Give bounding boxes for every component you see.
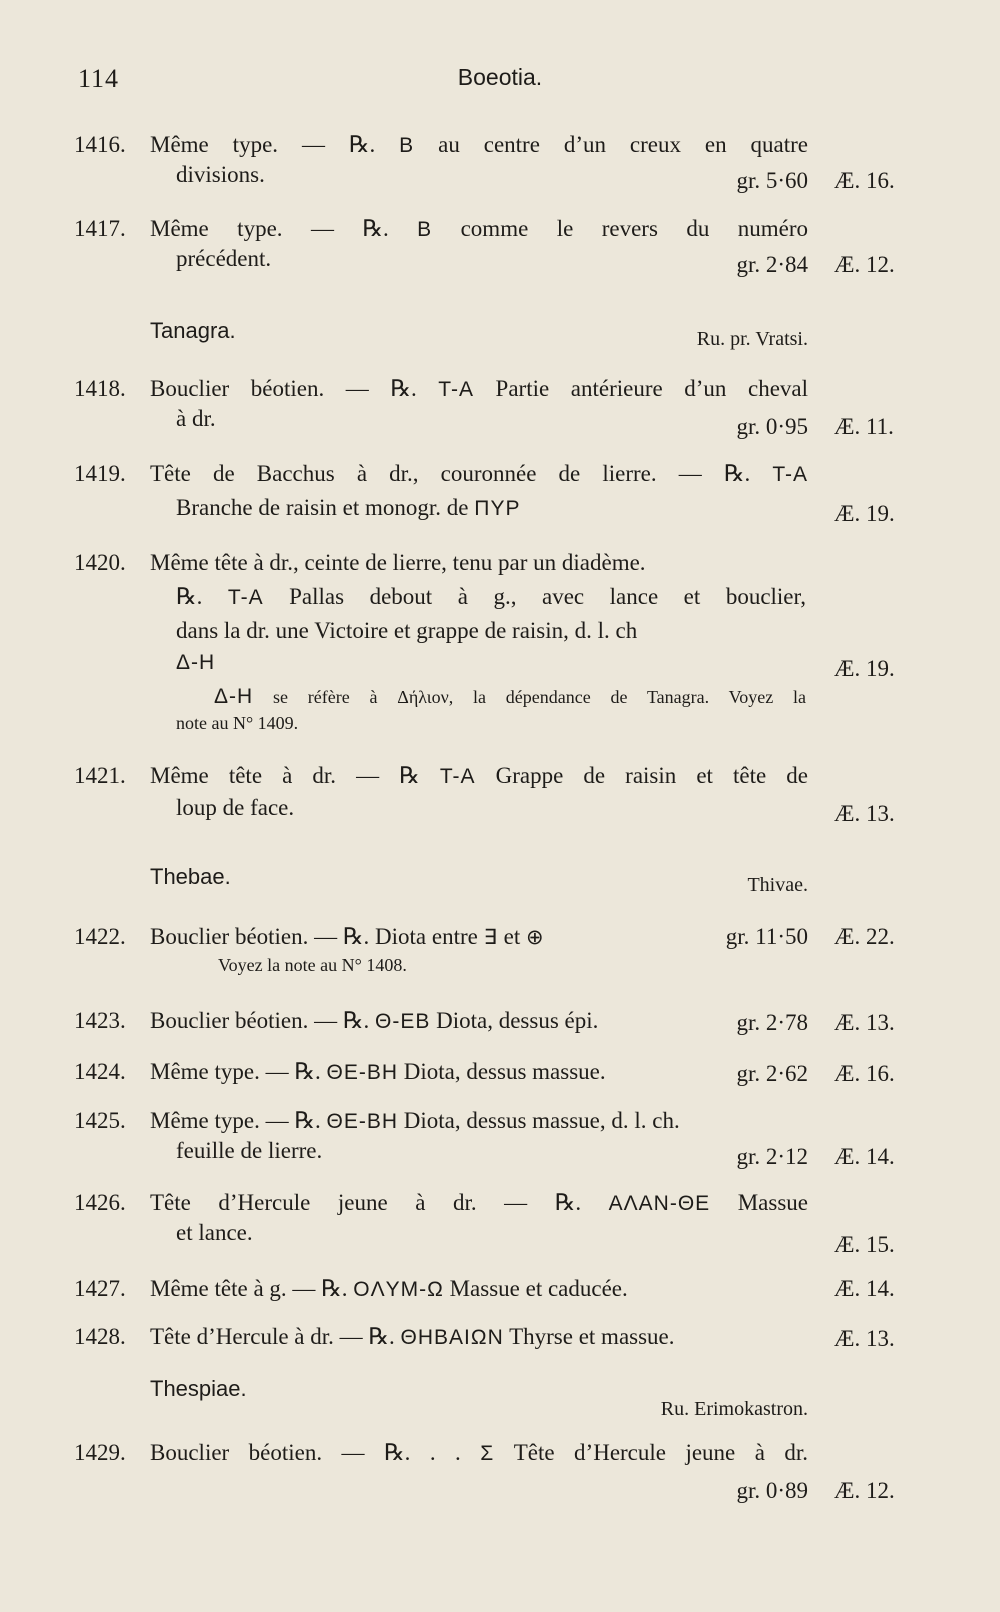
section-title: Tanagra. bbox=[150, 318, 236, 343]
entry-metal-size: Æ. 13. bbox=[834, 1326, 895, 1351]
entry-number: 1417. bbox=[74, 216, 126, 241]
entry-weight: gr. 2·78 bbox=[736, 1010, 808, 1035]
greek-legend: Β bbox=[417, 218, 433, 241]
entry-description-cont: loup de face. bbox=[176, 795, 295, 820]
section-title: Thebae. bbox=[150, 864, 231, 889]
entry-description-cont: à dr. bbox=[176, 406, 216, 431]
greek-legend: OΛYM-Ω bbox=[353, 1278, 444, 1301]
entry-metal-size: Æ. 13. bbox=[834, 1010, 895, 1035]
entry-metal-size: Æ. 16. bbox=[834, 168, 895, 193]
entry-description-cont: dans la dr. une Victoire et grappe de raisin, d. l. ch bbox=[176, 618, 638, 643]
entry-number: 1428. bbox=[74, 1324, 126, 1349]
entry-description-cont: ℞. T-A Pallas debout à g., avec lance et bouclier, bbox=[176, 584, 806, 609]
section-findspot: Thivae. bbox=[747, 874, 808, 896]
entry-description: Tête d’Hercule à dr. — ℞. ΘHBAIΩN Thyrse et massue. bbox=[150, 1324, 675, 1349]
entry-number: 1416. bbox=[74, 132, 126, 157]
entry-description: Bouclier béotien. — ℞. Θ-EB Diota, dessus épi. bbox=[150, 1008, 599, 1033]
greek-legend: AΛAN-ΘE bbox=[608, 1192, 711, 1215]
entry-description: Bouclier béotien. — ℞. . . Σ Tête d’Hercule jeune à dr. bbox=[150, 1440, 809, 1465]
greek-legend: T-A bbox=[439, 765, 476, 788]
entry-weight: gr. 2·62 bbox=[736, 1061, 808, 1086]
greek-legend: T-A bbox=[772, 463, 809, 486]
running-title: Boeotia. bbox=[457, 64, 543, 90]
entry-description-cont: feuille de lierre. bbox=[176, 1138, 323, 1163]
entry-description-cont: Branche de raisin et monogr. de ΠΥΡ bbox=[176, 495, 521, 520]
entry-weight: gr. 5·60 bbox=[736, 168, 808, 193]
entry-description: Même tête à g. — ℞. OΛYM-Ω Massue et caducée. bbox=[150, 1276, 628, 1301]
entry-metal-size: Æ. 19. bbox=[834, 501, 895, 526]
entry-note-cont: note au N° 1409. bbox=[176, 713, 299, 733]
entry-weight: gr. 2·84 bbox=[736, 252, 808, 277]
entry-metal-size: Æ. 12. bbox=[834, 252, 895, 277]
entry-description: Même tête à dr. — ℞ T-A Grappe de raisin et tête de bbox=[150, 763, 808, 788]
entry-metal-size: Æ. 22. bbox=[834, 924, 895, 949]
section-heading-thebae bbox=[0, 864, 1000, 898]
entry-metal-size: Æ. 14. bbox=[834, 1276, 895, 1301]
entry-description: Tête d’Hercule jeune à dr. — ℞. AΛAN-ΘE Massue bbox=[150, 1190, 809, 1215]
entry-number: 1426. bbox=[74, 1190, 126, 1215]
entry-metal-size: Æ. 19. bbox=[834, 656, 895, 681]
entry-description: Même tête à dr., ceinte de lierre, tenu par un diadème. bbox=[150, 550, 646, 575]
entry-description: Même type. — ℞. ΘE-BH Diota, dessus massue. bbox=[150, 1059, 606, 1084]
entry-metal-size: Æ. 11. bbox=[834, 414, 894, 439]
section-title: Thespiae. bbox=[150, 1376, 247, 1401]
section-findspot: Ru. pr. Vratsi. bbox=[696, 328, 808, 350]
greek-legend: ΘE-BH bbox=[326, 1061, 398, 1084]
entry-description-cont: précédent. bbox=[176, 246, 272, 271]
greek-legend: T-A bbox=[438, 378, 474, 401]
entry-number: 1421. bbox=[74, 763, 126, 788]
entry-description-cont: divisions. bbox=[176, 162, 265, 187]
greek-legend: ∃ bbox=[483, 926, 498, 949]
page-header bbox=[0, 58, 1000, 98]
page-number: 114 bbox=[78, 64, 120, 93]
section-heading-tanagra bbox=[0, 318, 1000, 352]
entry-description: Tête de Bacchus à dr., couronnée de lierre. — ℞. T-A bbox=[150, 461, 809, 486]
entry-description: Même type. — ℞. Β comme le revers du numéro bbox=[150, 216, 809, 241]
greek-legend: ⊕ bbox=[525, 926, 545, 949]
entry-number: 1419. bbox=[74, 461, 126, 486]
entry-weight: gr. 0·95 bbox=[736, 414, 808, 439]
section-findspot: Ru. Erimokastron. bbox=[660, 1398, 808, 1420]
entry-description: Même type. — ℞. ΘE-BH Diota, dessus massue, d. l. ch. bbox=[150, 1108, 680, 1133]
entry-description-cont: et lance. bbox=[176, 1220, 253, 1245]
entry-number: 1425. bbox=[74, 1108, 126, 1133]
entry-metal-size: Æ. 14. bbox=[834, 1144, 895, 1169]
entry-number: 1420. bbox=[74, 550, 126, 575]
entry-metal-size: Æ. 13. bbox=[834, 801, 895, 826]
entry-metal-size: Æ. 15. bbox=[834, 1232, 895, 1257]
greek-legend: ΘE-BH bbox=[326, 1110, 398, 1133]
entry-number: 1427. bbox=[74, 1276, 126, 1301]
entry-note: Voyez la note au N° 1408. bbox=[218, 955, 407, 975]
entry-description: Bouclier béotien. — ℞. T-A Partie antérieure d’un cheval bbox=[150, 376, 809, 401]
greek-legend: Δ-H bbox=[176, 651, 216, 674]
section-heading-thespiae bbox=[0, 1376, 1000, 1420]
greek-monogram: ΠΥΡ bbox=[474, 497, 521, 520]
entry-number: 1424. bbox=[74, 1059, 126, 1084]
entry-metal-size: Æ. 12. bbox=[834, 1478, 895, 1503]
entry-note: Δ-H se réfère à Δήλιον, la dépendance de Tanagra. Voyez la bbox=[214, 685, 807, 708]
greek-legend: T-A bbox=[227, 586, 264, 609]
entry-metal-size: Æ. 16. bbox=[834, 1061, 895, 1086]
entry-weight: gr. 2·12 bbox=[736, 1144, 808, 1169]
entry-number: 1418. bbox=[74, 376, 126, 401]
entry-number: 1422. bbox=[74, 924, 126, 949]
greek-legend: Θ-EB bbox=[375, 1010, 431, 1033]
entry-number: 1429. bbox=[74, 1440, 126, 1465]
entry-weight: gr. 0·89 bbox=[736, 1478, 808, 1503]
greek-legend: ΘHBAIΩN bbox=[400, 1326, 504, 1349]
entry-number: 1423. bbox=[74, 1008, 126, 1033]
entry-description: Même type. — ℞. Β au centre d’un creux en quatre bbox=[150, 132, 809, 157]
entry-weight: gr. 11·50 bbox=[725, 924, 808, 949]
greek-legend: Β bbox=[399, 134, 415, 157]
greek-legend: Σ bbox=[480, 1442, 495, 1465]
entry-description: Bouclier béotien. — ℞. Diota entre ∃ et ⊕ bbox=[150, 924, 545, 949]
